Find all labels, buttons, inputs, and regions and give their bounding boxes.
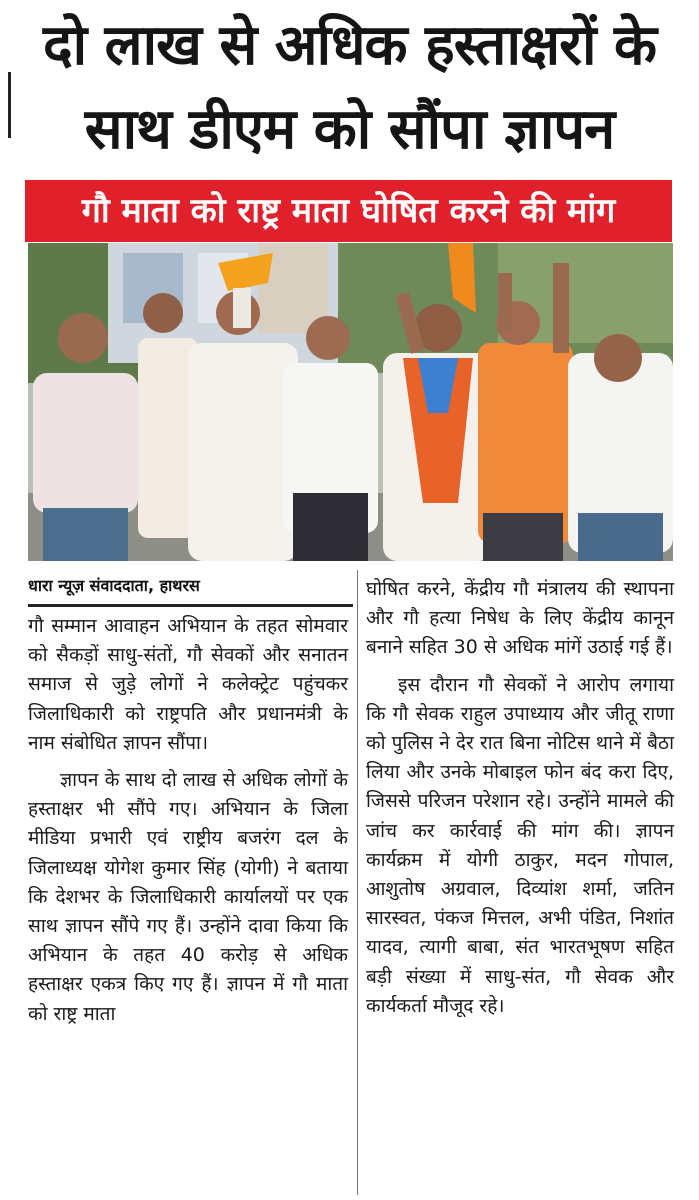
article-paragraph: घोषित करने, केंद्रीय गौ मंत्रालय की स्थापना और गौ हत्या निषेध के लिए केंद्रीय कानून बनाने सहित 30 से अधिक मांगें उठाई गई हैं। xyxy=(366,578,674,659)
subheadline-text: गौ माता को राष्ट्र माता घोषित करने की मांग xyxy=(81,191,616,231)
article-column-2 xyxy=(366,575,674,1021)
column-divider xyxy=(357,570,358,1195)
article-column-1 xyxy=(28,612,348,1029)
article-paragraph: इस दौरान गौ सेवकों ने आरोप लगाया कि गौ सेवक राहुल उपाध्याय और जीतू राणा को पुलिस ने देर रात बिना नोटिस थाने में बैठा लिया और उनके मोबाइल फोन बंद करा दिए, जिससे परिजन परेशान रहे। उन्होंने मामले की जांच कर कार्रवाई की मांग की। ज्ञापन कार्यक्रम में योगी ठाकुर, मदन गोपाल, आशुतोष अग्रवाल, दिव्यांश शर्मा, जतिन सारस्वत, पंकज मित्तल, अभी पंडित, निशांत यादव, त्यागी बाबा, संत भारतभूषण सहित बड़ी संख्या में साधु-संत, गौ सेवक और कार्यकर्ता मौजूद रहे। xyxy=(366,673,674,1017)
article-paragraph: ज्ञापन के साथ दो लाख से अधिक लोगों के हस्ताक्षर भी सौंपे गए। अभियान के जिला मीडिया प्रभारी एवं राष्ट्रीय बजरंग दल के जिलाध्यक्ष योगेश कुमार सिंह (योगी) ने बताया कि देशभर के जिलाधिकारी कार्यालयों पर एक साथ ज्ञापन सौंपे गए हैं। उन्होंने दावा किया कि अभियान के तहत 40 करोड़ से अधिक हस्ताक्षर एकत्र किए गए हैं। ज्ञापन में गौ माता को राष्ट्र माता xyxy=(28,769,348,1025)
headline-line-1: दो लाख से अधिक हस्ताक्षरों के xyxy=(42,13,657,78)
article-paragraph: गौ सम्मान आवाहन अभियान के तहत सोमवार को सैकड़ों साधु-संतों, गौ सेवकों और सनातन समाज से जुड़े लोगों ने कलेक्ट्रेट पहुंचकर जिलाधिकारी को राष्ट्रपति और प्रधानमंत्री के नाम संबोधित ज्ञापन सौंपा। xyxy=(28,615,348,754)
news-photo xyxy=(28,243,673,561)
subheadline-banner xyxy=(25,180,672,242)
byline: धारा न्यूज़ संवाददाता, हाथरस xyxy=(28,576,200,595)
headline-line-2: साथ डीएम को सौंपा ज्ञापन xyxy=(84,97,615,162)
byline-rule xyxy=(28,604,353,607)
